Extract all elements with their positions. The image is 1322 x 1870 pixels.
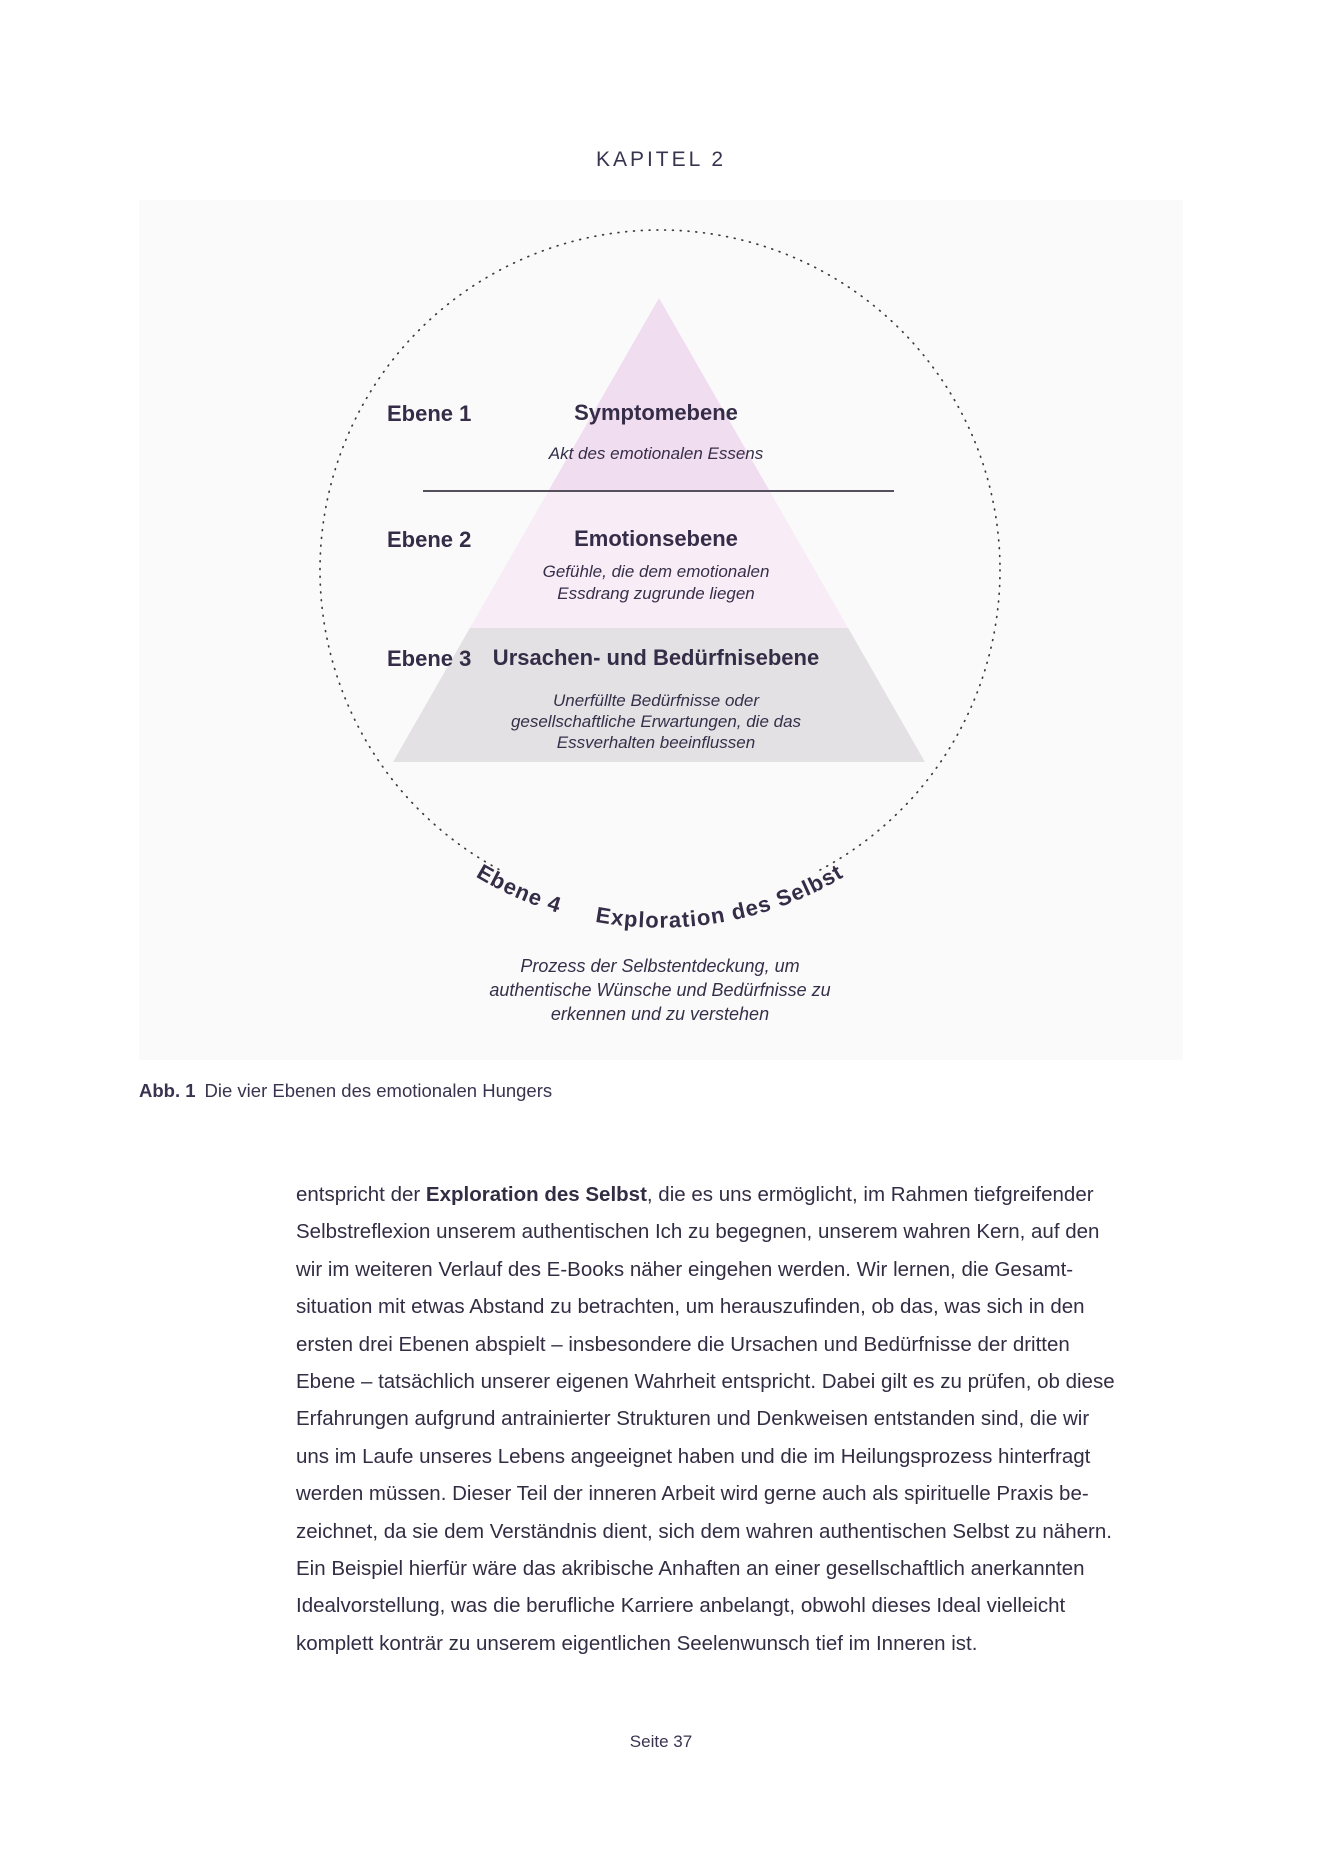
level-3-title: Ursachen- und Bedürfnisebene (492, 645, 820, 670)
body-line: situation mit etwas Abstand zu betrachten, um herauszufinden, ob das, was sich in den (296, 1295, 1085, 1319)
body-line: wir im weiteren Verlauf des E-Books näher eingehen werden. Wir lernen, die Gesamt- (296, 1257, 1074, 1281)
body-line: Ebene – tatsächlich unserer eigenen Wahrheit entspricht. Dabei gilt es zu prüfen, ob diese (296, 1370, 1115, 1394)
body-line: Selbstreflexion unserem authentischen Ich zu begegnen, unserem wahren Kern, auf den (296, 1220, 1100, 1244)
level-3-label: Ebene 3 (387, 646, 472, 671)
body-line: werden müssen. Dieser Teil der inneren Arbeit wird gerne auch als spirituelle Praxis be- (296, 1482, 1089, 1506)
level-1-label: Ebene 1 (387, 401, 472, 426)
level-2-description: Gefühle, die dem emotionalen Essdrang zugrunde liegen (542, 562, 770, 603)
body-line: Erfahrungen aufgrund antrainierter Strukturen und Denkweisen entstanden sind, die wir (296, 1407, 1090, 1431)
body-line: ersten drei Ebenen abspielt – insbesondere die Ursachen und Bedürfnisse der dritten (296, 1332, 1070, 1356)
figure-caption-text: Die vier Ebenen des emotionalen Hungers (204, 1080, 553, 1101)
level-2-title: Emotionsebene (574, 526, 738, 551)
body-line: uns im Laufe unseres Lebens angeeignet haben und die im Heilungsprozess hinterfragt (296, 1444, 1091, 1468)
page-number: Seite 37 (629, 1732, 693, 1751)
level-1-title: Symptomebene (574, 400, 738, 425)
body-line: Idealvorstellung, was die berufliche Karriere anbelangt, obwohl dieses Ideal vielleicht (296, 1594, 1066, 1618)
body-line: entspricht der Exploration des Selbst, die es uns ermöglicht, im Rahmen tiefgreifender (296, 1183, 1094, 1206)
level-2-label: Ebene 2 (387, 527, 472, 552)
body-line: Ein Beispiel hierfür wäre das akribische Anhaften an einer gesellschaftlich anerkannten (296, 1557, 1085, 1581)
body-line: komplett konträr zu unserem eigentlichen Seelenwunsch tief im Inneren ist. (296, 1631, 978, 1655)
figure-panel (139, 200, 1183, 1060)
level-3-description: Unerfüllte Bedürfnisse oder gesellschaftliche Erwartungen, die das Essverhalten beeinflussen (510, 691, 802, 752)
body-line: zeichnet, da sie dem Verständnis dient, sich dem wahren authentischen Selbst zu nähern. (296, 1519, 1112, 1543)
bold-phrase: Exploration des Selbst (425, 1183, 647, 1206)
figure-caption (139, 1080, 552, 1102)
body-paragraph (296, 1176, 1186, 1662)
level-4-title: Exploration des Selbst (594, 859, 848, 933)
chapter-heading: KAPITEL 2 (595, 148, 727, 171)
level-divider-line (423, 490, 894, 492)
level-1-description: Akt des emotionalen Essens (548, 444, 764, 463)
level-4-description: Prozess der Selbstentdeckung, um authentische Wünsche und Bedürfnisse zu erkennen und zu verstehen (489, 956, 831, 1024)
level-4-label: Ebene 4 (472, 859, 565, 918)
figure-caption-label: Abb. 1 (139, 1080, 196, 1101)
